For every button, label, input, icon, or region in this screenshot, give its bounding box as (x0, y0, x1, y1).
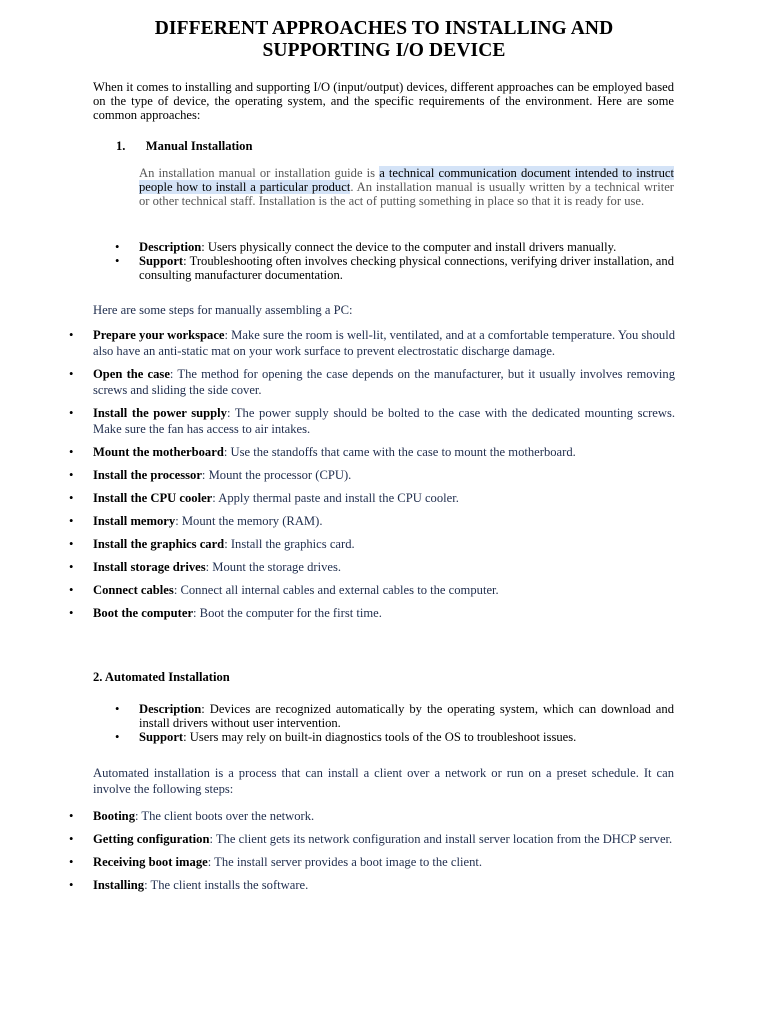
intro-paragraph: When it comes to installing and supporting I/O (input/output) devices, different approaches can be employed based on the type of device, the operating system, and the specific requirements of the environment. Here are some common approaches: (93, 80, 674, 122)
quote-pre: An installation manual or installation guide is (139, 166, 380, 180)
list-item: • Booting: The client boots over the network. (93, 808, 675, 824)
automated-steps-list (93, 808, 675, 900)
list-item: • Install the processor: Mount the processor (CPU). (93, 467, 675, 483)
list-item: • Install the CPU cooler: Apply thermal paste and install the CPU cooler. (93, 490, 675, 506)
list-item: • Receiving boot image: The install server provides a boot image to the client. (93, 854, 675, 870)
list-item: • Open the case: The method for opening the case depends on the manufacturer, but it usually involves removing screws and sliding the side cover. (93, 366, 675, 398)
list-item: • Connect cables: Connect all internal cables and external cables to the computer. (93, 582, 675, 598)
list-item: • Description: Users physically connect the device to the computer and install drivers manually. (139, 240, 674, 254)
quote-post: . An installation manual is usually written by a technical writer or other technical staff. Installation is the act of putting something in place so that it is ready for use. (139, 180, 674, 208)
list-item: • Install storage drives: Mount the storage drives. (93, 559, 675, 575)
section1-number: 1. (116, 139, 126, 153)
list-item: • Mount the motherboard: Use the standoffs that came with the case to mount the motherboard. (93, 444, 675, 460)
section1-heading (116, 139, 253, 154)
list-item: • Support: Troubleshooting often involves checking physical connections, verifying driver installation, and consulting manufacturer documentation. (139, 254, 674, 282)
list-item: • Boot the computer: Boot the computer for the first time. (93, 605, 675, 621)
list-item: • Getting configuration: The client gets its network configuration and install server location from the DHCP server. (93, 831, 675, 847)
section2-bullets (139, 702, 674, 744)
steps-intro-1: Here are some steps for manually assembling a PC: (93, 303, 353, 317)
steps-intro-2: Automated installation is a process that can install a client over a network or run on a preset schedule. It can involve the following steps: (93, 766, 674, 796)
list-item: • Description: Devices are recognized automatically by the operating system, which can download and install drivers without user intervention. (139, 702, 674, 730)
section2-heading: 2. Automated Installation (93, 670, 230, 684)
quote-highlight: a technical communication document intended to instruct people how to install a particular product (139, 166, 674, 194)
section1-bullets (139, 240, 674, 282)
list-item: • Installing: The client installs the software. (93, 877, 675, 893)
page-title: DIFFERENT APPROACHES TO INSTALLING AND SUPPORTING I/O DEVICE (154, 18, 614, 61)
list-item: • Install the power supply: The power supply should be bolted to the case with the dedicated mounting screws. Make sure the fan has access to air intakes. (93, 405, 675, 437)
manual-steps-list (93, 327, 675, 628)
section1-title: Manual Installation (145, 139, 253, 153)
section1-heading-list (116, 139, 253, 154)
list-item: • Install the graphics card: Install the graphics card. (93, 536, 675, 552)
list-item: • Prepare your workspace: Make sure the room is well-lit, ventilated, and at a comfortable temperature. You should also have an anti-static mat on your work surface to prevent electrostatic discharge damage. (93, 327, 675, 359)
list-item: • Support: Users may rely on built-in diagnostics tools of the OS to troubleshoot issues. (139, 730, 674, 744)
list-item: • Install memory: Mount the memory (RAM). (93, 513, 675, 529)
manual-definition-quote (139, 166, 674, 208)
